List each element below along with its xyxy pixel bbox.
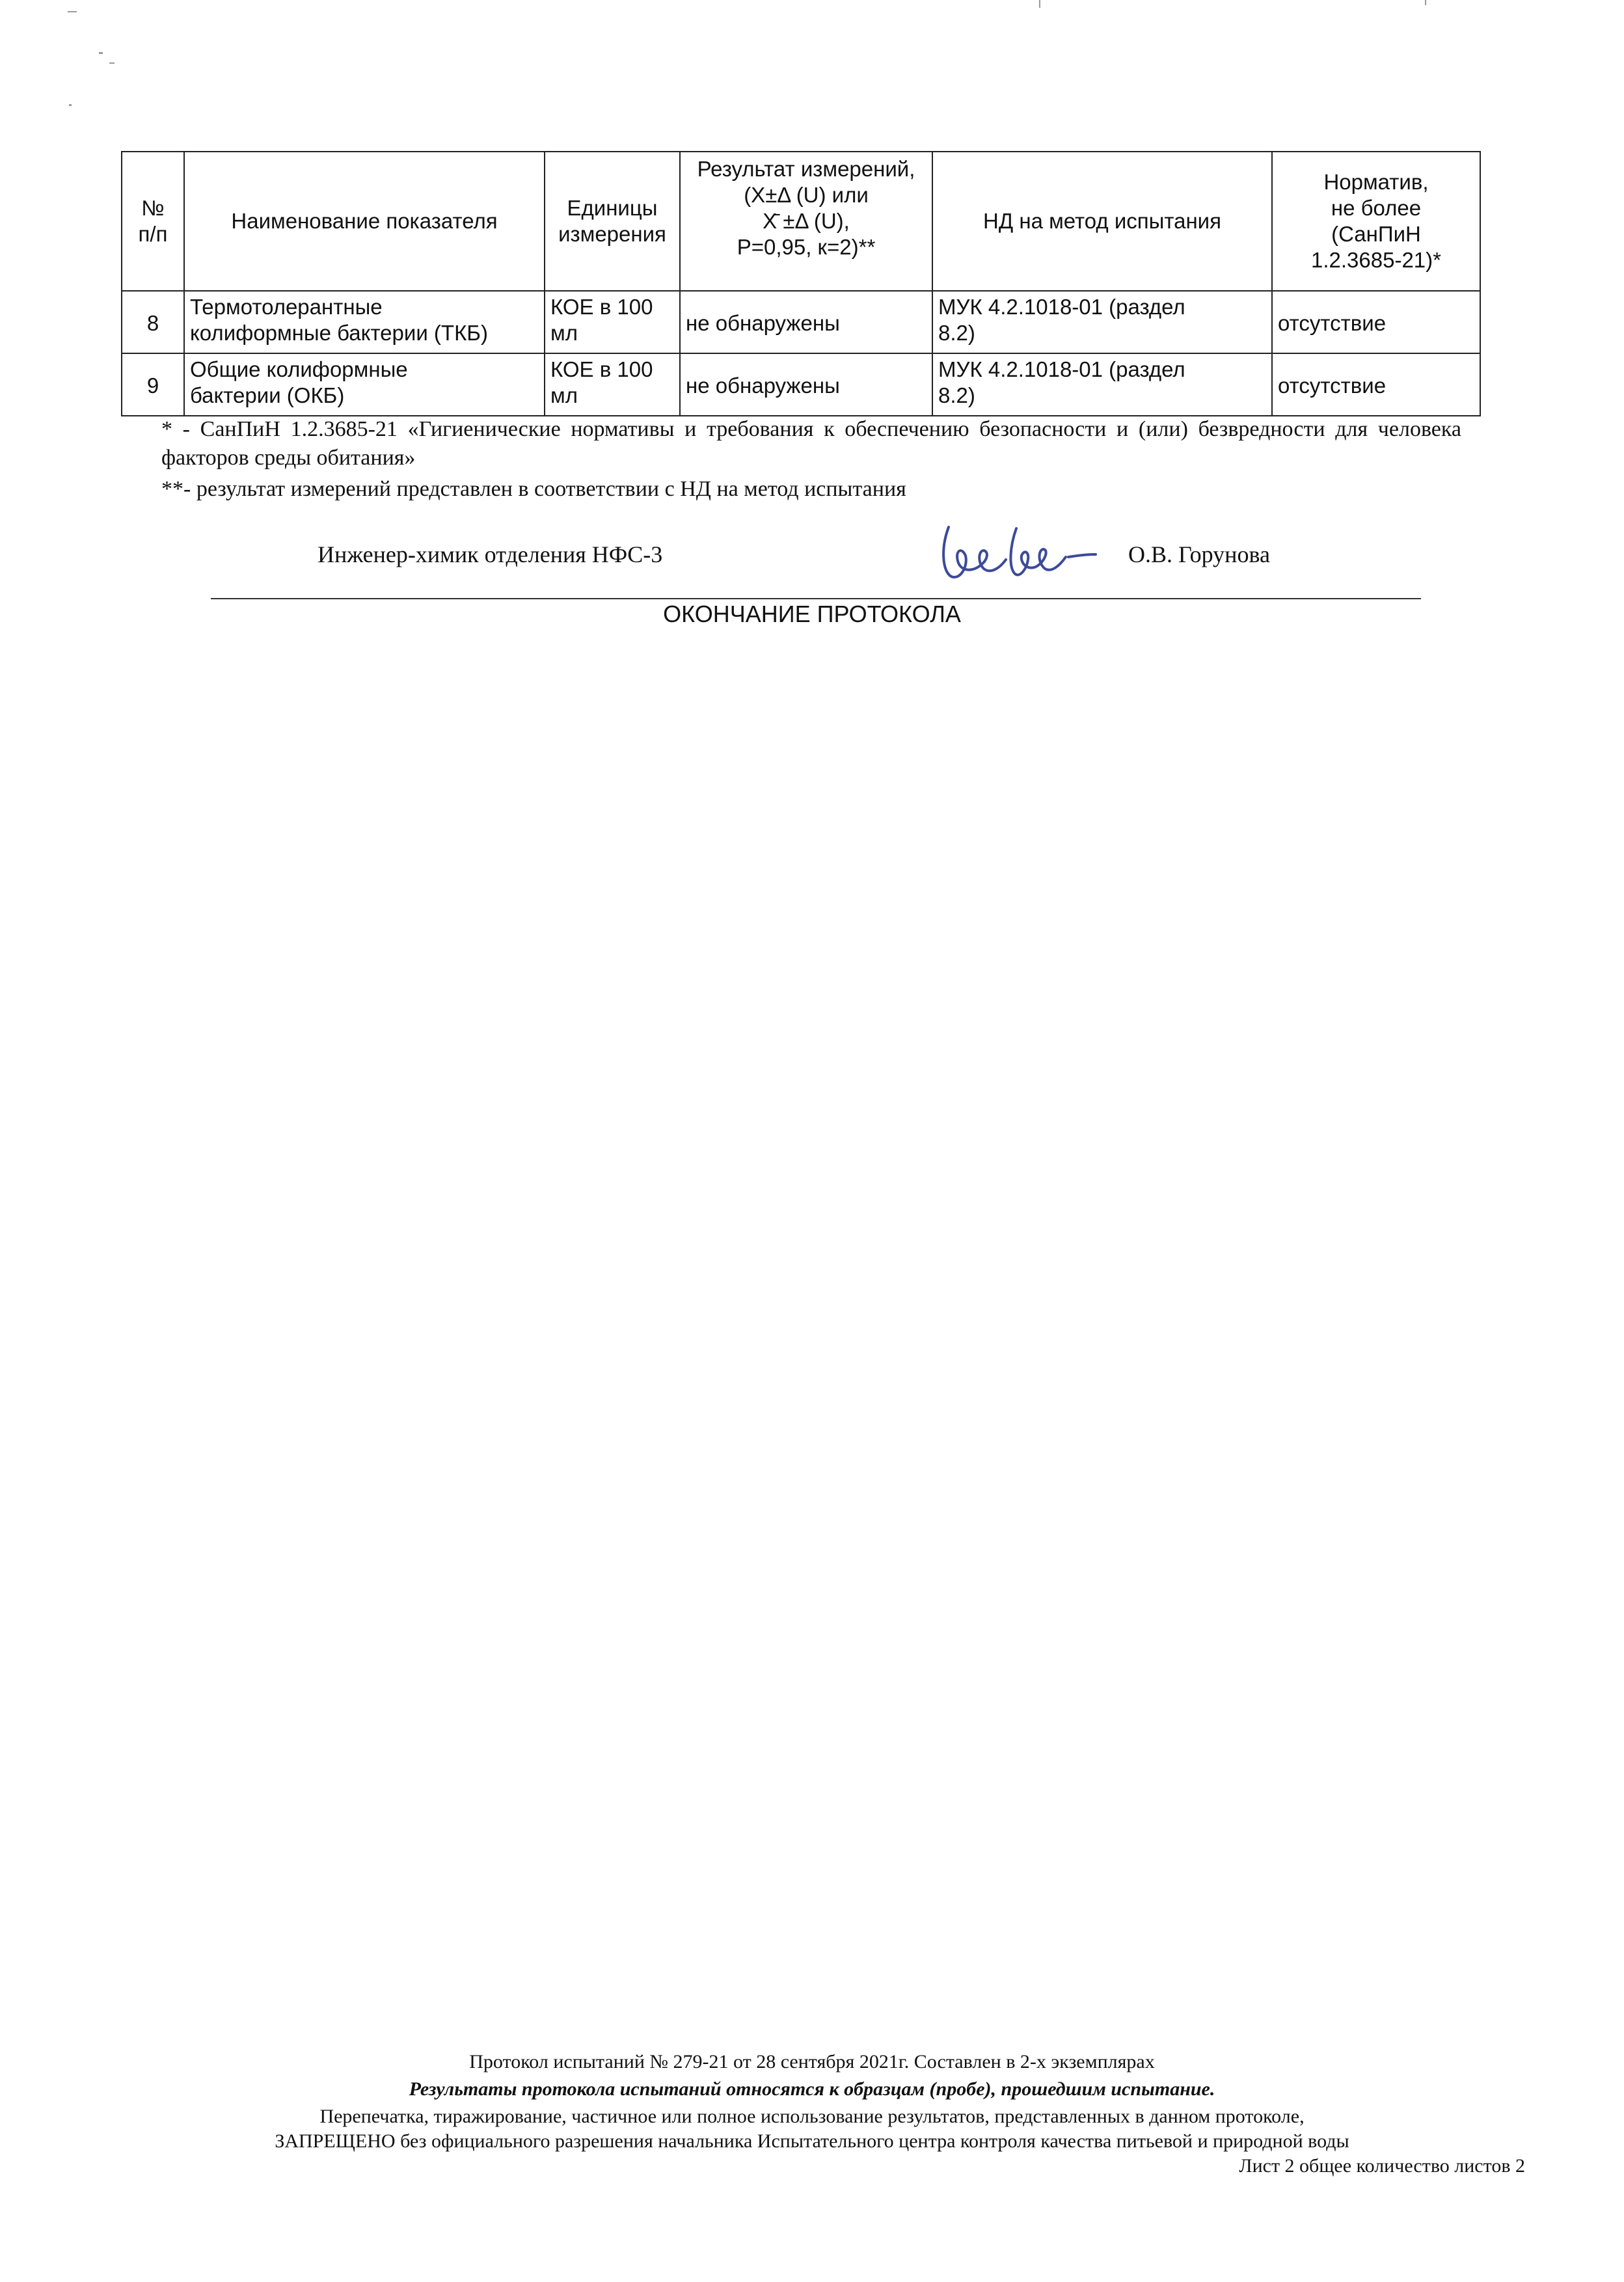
scan-speck	[1425, 0, 1426, 5]
row-indicator-name: Термотолерантные колиформные бактерии (ТКБ)	[184, 291, 545, 353]
footnote-sanpin: * - СанПиН 1.2.3685-21 «Гигиенические нормативы и требования к обеспечению безопасности и (или) безвредности для человека факторов среды обитания»	[161, 417, 1461, 470]
footnote-measurement: **- результат измерений представлен в соответствии с НД на метод испытания	[161, 477, 906, 501]
handwritten-signature	[929, 509, 1105, 593]
row-test-method: МУК 4.2.1018-01 (раздел 8.2)	[932, 291, 1272, 353]
footer-copyright-line-2: ЗАПРЕЩЕНО без официального разрешения начальника Испытательного центра контроля качества питьевой и природной воды	[275, 2130, 1349, 2152]
row-number: 8	[122, 291, 184, 353]
footer-sheet-count: Лист 2 общее количество листов 2	[1239, 2155, 1525, 2177]
scan-speck	[69, 104, 72, 106]
results-table	[121, 151, 1481, 416]
header-standard-limit: Норматив, не более (СанПиН 1.2.3685-21)*	[1272, 152, 1480, 291]
row-standard-limit: отсутствие	[1272, 291, 1480, 353]
footer-protocol-info: Протокол испытаний № 279-21 от 28 сентября 2021г. Составлен в 2-х экземплярах	[469, 2051, 1155, 2072]
header-test-method: НД на метод испытания	[932, 152, 1272, 291]
table-row	[122, 353, 1480, 416]
footer-copyright-line-1: Перепечатка, тиражирование, частичное или полное использование результатов, представленных в данном протоколе,	[319, 2106, 1305, 2127]
row-units: КОЕ в 100 мл	[545, 353, 680, 416]
row-standard-limit: отсутствие	[1272, 353, 1480, 416]
scan-speck	[68, 11, 77, 12]
table-row	[122, 291, 1480, 353]
header-units: Единицы измерения	[545, 152, 680, 291]
row-units: КОЕ в 100 мл	[545, 291, 680, 353]
row-test-method: МУК 4.2.1018-01 (раздел 8.2)	[932, 353, 1272, 416]
footer-validity-note: Результаты протокола испытаний относятся к образцам (пробе), прошедшим испытание.	[409, 2078, 1215, 2100]
protocol-end-title: ОКОНЧАНИЕ ПРОТОКОЛА	[663, 601, 961, 627]
scan-speck	[99, 52, 103, 54]
scan-speck	[109, 62, 115, 64]
header-indicator-name: Наименование показателя	[184, 152, 545, 291]
divider-line	[211, 598, 1421, 599]
signatory-name: О.В. Горунова	[1128, 541, 1270, 567]
row-result: не обнаружены	[680, 353, 932, 416]
scan-speck	[1039, 0, 1040, 8]
row-result: не обнаружены	[680, 291, 932, 353]
header-measurement-result: Результат измерений, (Х±Δ (U) или Х̄ ±Δ (U), Р=0,95, к=2)**	[680, 152, 932, 291]
signatory-position: Инженер-химик отделения НФС-3	[318, 541, 663, 567]
row-indicator-name: Общие колиформные бактерии (ОКБ)	[184, 353, 545, 416]
row-number: 9	[122, 353, 184, 416]
header-number: № п/п	[122, 152, 184, 291]
table-header-row	[122, 152, 1480, 291]
